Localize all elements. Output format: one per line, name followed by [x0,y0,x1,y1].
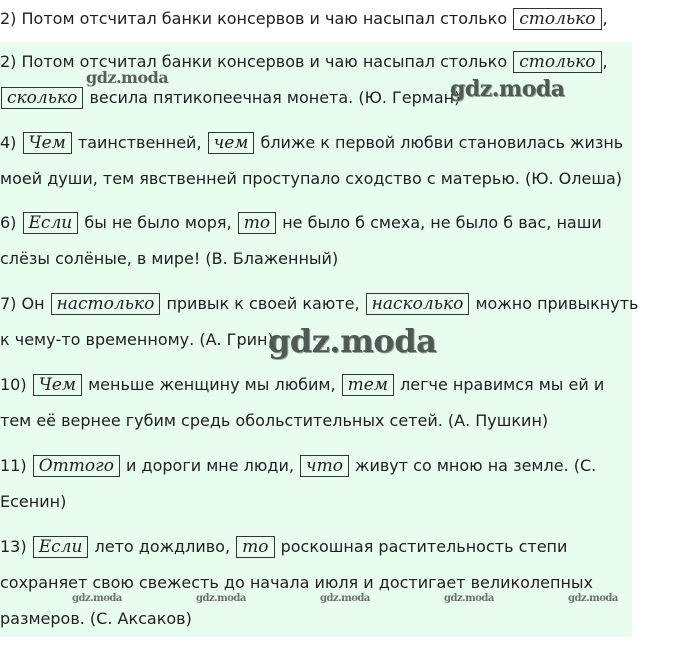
item-6-line-1: 6) Если бы не было моря, то не было б смеха, не было б вас, наши [0,213,602,233]
item-13-line-2: сохраняет свою свежесть до начала июля и достигает великолепных [0,573,594,592]
item-10-line-1: 10) Чем меньше женщину мы любим, тем легче нравимся мы ей и [0,375,605,395]
item-13-line-3: размеров. (С. Аксаков) [0,609,192,628]
watermark: gdz.moda [72,593,122,604]
answer-box: то [236,536,274,558]
answer-box: тем [342,374,394,396]
answer-box: то [238,212,276,234]
item-6-line-2: слёзы солёные, в мире! (В. Блаженный) [0,249,339,268]
answer-box: столько [513,8,601,30]
watermark: gdz.moda [320,593,370,604]
item-2-line-2: сколько весила пятикопеечная монета. (Ю. Герман) [0,87,460,109]
answer-box: Если [23,212,79,234]
item-2-line-1: 2) Потом отсчитал банки консервов и чаю насыпал столько столько , [0,52,608,72]
answer-box: Чем [33,374,82,396]
line-1: 2) Потом отсчитал банки консервов и чаю насыпал столько столько , [0,9,608,29]
watermark: gdz.moda [86,68,169,87]
answer-box: столько [513,51,601,73]
item-10-line-2: тем её вернее губим средь обольстительных сетей. (А. Пушкин) [0,411,549,430]
answer-box: Чем [23,132,72,154]
item-11-line-1: 11) Оттого и дороги мне люди, что живут со мною на земле. (С. [0,456,597,476]
answer-box: сколько [1,87,83,109]
answer-box: чем [208,132,255,154]
answer-box: насколько [366,293,470,315]
item-7-line-2: к чему-то временному. (А. Грин) [0,330,274,349]
answer-box: что [300,455,349,477]
watermark: gdz.moda [196,593,246,604]
answer-box: настолько [51,293,161,315]
watermark: gdz.moda [268,322,437,360]
item-7-line-1: 7) Он настолько привык к своей каюте, насколько можно привыкнуть [0,294,639,314]
answer-box: Оттого [33,455,120,477]
watermark: gdz.moda [568,593,618,604]
item-4-line-1: 4) Чем таинственней, чем ближе к первой любви становилась жизнь [0,133,624,153]
item-13-line-1: 13) Если лето дождливо, то роскошная растительность степи [0,537,568,557]
watermark: gdz.moda [444,593,494,604]
answer-box: Если [33,536,89,558]
line-1-text: 2) Потом отсчитал банки консервов и чаю насыпал столько [0,9,508,28]
watermark: gdz.moda [450,76,565,102]
item-11-line-2: Есенин) [0,492,67,511]
item-4-line-2: моей души, тем явственней проступало сходство с матерью. (Ю. Олеша) [0,169,623,188]
